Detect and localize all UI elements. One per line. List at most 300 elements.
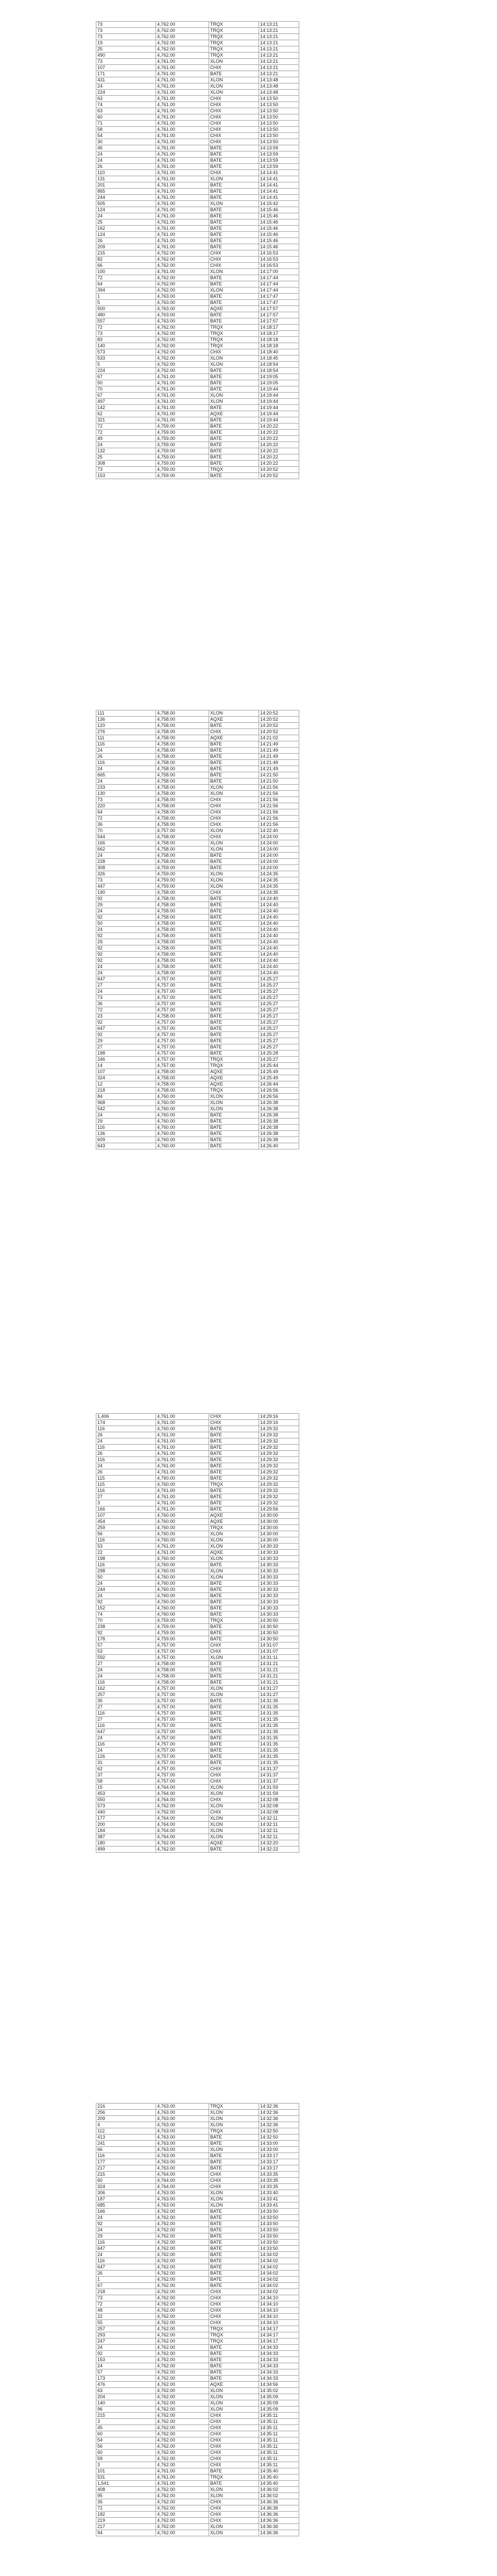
trade-time-cell: 14:31:37 bbox=[259, 1766, 299, 1772]
table-row bbox=[96, 306, 299, 312]
trade-volume-cell: 497 bbox=[96, 399, 156, 405]
trade-price-cell: 4,762.00 bbox=[156, 2221, 209, 2227]
table-row bbox=[96, 2264, 299, 2270]
trade-time-cell: 14:25:27 bbox=[259, 1020, 299, 1026]
trade-volume-cell: 92 bbox=[96, 2221, 156, 2227]
trade-venue-cell: BATE bbox=[209, 2351, 259, 2357]
trade-time-cell: 14:24:40 bbox=[259, 933, 299, 939]
trade-time-cell: 14:33:17 bbox=[259, 2165, 299, 2172]
trade-venue-cell: XLON bbox=[209, 362, 259, 368]
trade-volume-cell: 215 bbox=[96, 250, 156, 257]
trade-time-cell: 14:29:32 bbox=[259, 1488, 299, 1494]
table-row bbox=[96, 1661, 299, 1667]
table-row bbox=[96, 1050, 299, 1057]
table-row bbox=[96, 219, 299, 226]
table-row bbox=[96, 2184, 299, 2190]
trade-time-cell: 14:29:16 bbox=[259, 1414, 299, 1420]
table-row bbox=[96, 964, 299, 970]
trade-price-cell: 4,759.00 bbox=[156, 1624, 209, 1630]
trade-time-cell: 14:25:27 bbox=[259, 976, 299, 982]
table-row bbox=[96, 2295, 299, 2301]
trade-venue-cell: CHIX bbox=[209, 257, 259, 263]
trade-venue-cell: BATE bbox=[209, 2215, 259, 2221]
trade-venue-cell: BATE bbox=[209, 1723, 259, 1729]
trade-volume-cell: 24 bbox=[96, 927, 156, 933]
trade-venue-cell: TRQX bbox=[209, 2475, 259, 2481]
trade-volume-cell: 112 bbox=[96, 2128, 156, 2134]
trade-volume-cell: 3 bbox=[96, 2419, 156, 2425]
trade-volume-cell: 73 bbox=[96, 995, 156, 1001]
trade-price-cell: 4,761.00 bbox=[156, 201, 209, 207]
trade-volume-cell: 324 bbox=[96, 2184, 156, 2190]
trade-price-cell: 4,758.00 bbox=[156, 846, 209, 853]
trade-time-cell: 14:24:00 bbox=[259, 859, 299, 865]
trade-price-cell: 4,760.00 bbox=[156, 1094, 209, 1100]
trade-volume-cell: 1 bbox=[96, 294, 156, 300]
trade-price-cell: 4,763.00 bbox=[156, 2134, 209, 2141]
trade-venue-cell: CHIX bbox=[209, 349, 259, 355]
trade-volume-cell: 4 bbox=[96, 2122, 156, 2128]
trade-time-cell: 14:31:07 bbox=[259, 1642, 299, 1649]
table-row bbox=[96, 1494, 299, 1500]
trade-time-cell: 14:33:40 bbox=[259, 2190, 299, 2196]
trade-time-cell: 14:35:09 bbox=[259, 2394, 299, 2400]
trade-volume-cell: 50 bbox=[96, 1574, 156, 1581]
trade-venue-cell: XLON bbox=[209, 1106, 259, 1112]
table-row bbox=[96, 710, 299, 717]
trade-venue-cell: BATE bbox=[209, 970, 259, 976]
trade-price-cell: 4,762.00 bbox=[156, 2357, 209, 2363]
trade-time-cell: 14:17:57 bbox=[259, 318, 299, 325]
table-row bbox=[96, 859, 299, 865]
trade-price-cell: 4,758.00 bbox=[156, 840, 209, 846]
table-row bbox=[96, 754, 299, 760]
table-row bbox=[96, 34, 299, 40]
trade-price-cell: 4,763.00 bbox=[156, 2116, 209, 2122]
trade-volume-cell: 46 bbox=[96, 145, 156, 151]
trade-volume-cell: 24 bbox=[96, 1463, 156, 1469]
trade-price-cell: 4,757.00 bbox=[156, 1772, 209, 1778]
trade-venue-cell: TRQX bbox=[209, 2128, 259, 2134]
trade-time-cell: 14:32:36 bbox=[259, 2122, 299, 2128]
table-row bbox=[96, 423, 299, 430]
trade-venue-cell: XLON bbox=[209, 1692, 259, 1698]
trade-time-cell: 14:34:33 bbox=[259, 2363, 299, 2369]
trade-venue-cell: BATE bbox=[209, 1717, 259, 1723]
trade-volume-cell: 27 bbox=[96, 1494, 156, 1500]
trade-time-cell: 14:31:11 bbox=[259, 1655, 299, 1661]
trade-venue-cell: BATE bbox=[209, 2345, 259, 2351]
table-row bbox=[96, 2252, 299, 2258]
trade-time-cell: 14:20:22 bbox=[259, 423, 299, 430]
trade-time-cell: 14:25:27 bbox=[259, 1001, 299, 1007]
table-row bbox=[96, 1143, 299, 1149]
trade-venue-cell: BATE bbox=[209, 1581, 259, 1587]
trade-volume-cell: 24 bbox=[96, 2363, 156, 2369]
trade-price-cell: 4,763.00 bbox=[156, 2128, 209, 2134]
trade-price-cell: 4,761.00 bbox=[156, 1544, 209, 1550]
table-row bbox=[96, 2258, 299, 2264]
table-row bbox=[96, 785, 299, 791]
table-row bbox=[96, 791, 299, 797]
table-row bbox=[96, 1680, 299, 1686]
trade-venue-cell: CHIX bbox=[209, 2456, 259, 2462]
trade-price-cell: 4,757.00 bbox=[156, 1020, 209, 1026]
trade-venue-cell: BATE bbox=[209, 1741, 259, 1748]
trade-venue-cell: CHIX bbox=[209, 809, 259, 816]
table-row bbox=[96, 1525, 299, 1531]
table-row bbox=[96, 139, 299, 145]
trade-volume-cell: 50 bbox=[96, 921, 156, 927]
trade-volume-cell: 256 bbox=[96, 2110, 156, 2116]
trade-venue-cell: CHIX bbox=[209, 2178, 259, 2184]
trade-time-cell: 14:33:35 bbox=[259, 2184, 299, 2190]
trade-volume-cell: 27 bbox=[96, 1661, 156, 1667]
trade-volume-cell: 62 bbox=[96, 1766, 156, 1772]
trade-volume-cell: 24 bbox=[96, 989, 156, 995]
table-row bbox=[96, 1778, 299, 1785]
trade-volume-cell: 26 bbox=[96, 2270, 156, 2277]
trade-venue-cell: BATE bbox=[209, 1469, 259, 1476]
trade-time-cell: 14:13:59 bbox=[259, 151, 299, 158]
trade-price-cell: 4,761.00 bbox=[156, 1488, 209, 1494]
table-row bbox=[96, 1032, 299, 1038]
trade-time-cell: 14:24:35 bbox=[259, 884, 299, 890]
trade-venue-cell: BATE bbox=[209, 1020, 259, 1026]
trade-time-cell: 14:18:18 bbox=[259, 343, 299, 349]
table-row bbox=[96, 1438, 299, 1445]
trade-price-cell: 4,762.00 bbox=[156, 362, 209, 368]
trade-venue-cell: XLON bbox=[209, 1556, 259, 1562]
trade-price-cell: 4,758.00 bbox=[156, 766, 209, 772]
trade-price-cell: 4,758.00 bbox=[156, 1069, 209, 1075]
trade-volume-cell: 24 bbox=[96, 1112, 156, 1118]
table-row bbox=[96, 1593, 299, 1599]
trade-price-cell: 4,759.00 bbox=[156, 1630, 209, 1636]
trade-price-cell: 4,761.00 bbox=[156, 102, 209, 108]
trade-venue-cell: XLON bbox=[209, 355, 259, 362]
trade-volume-cell: 533 bbox=[96, 355, 156, 362]
trade-venue-cell: TRQX bbox=[209, 343, 259, 349]
trade-time-cell: 14:17:57 bbox=[259, 306, 299, 312]
trade-volume-cell: 56 bbox=[96, 2444, 156, 2450]
trade-price-cell: 4,757.00 bbox=[156, 1032, 209, 1038]
trade-venue-cell: XLON bbox=[209, 1828, 259, 1834]
trade-volume-cell: 500 bbox=[96, 306, 156, 312]
trade-time-cell: 14:31:21 bbox=[259, 1667, 299, 1673]
trade-volume-cell: 200 bbox=[96, 1822, 156, 1828]
table-row bbox=[96, 28, 299, 34]
trade-volume-cell: 55 bbox=[96, 2320, 156, 2326]
trade-venue-cell: CHIX bbox=[209, 2462, 259, 2468]
table-row bbox=[96, 2209, 299, 2215]
table-row bbox=[96, 846, 299, 853]
trade-venue-cell: XLON bbox=[209, 77, 259, 83]
trade-venue-cell: XLON bbox=[209, 2487, 259, 2493]
trade-venue-cell: XLON bbox=[209, 201, 259, 207]
trade-volume-cell: 36 bbox=[96, 1001, 156, 1007]
trade-volume-cell: 22 bbox=[96, 2314, 156, 2320]
trade-venue-cell: BATE bbox=[209, 1494, 259, 1500]
table-row bbox=[96, 1642, 299, 1649]
trade-volume-cell: 92 bbox=[96, 914, 156, 921]
trade-venue-cell: BATE bbox=[209, 312, 259, 318]
trade-price-cell: 4,761.00 bbox=[156, 170, 209, 176]
trade-price-cell: 4,758.00 bbox=[156, 822, 209, 828]
table-row bbox=[96, 1013, 299, 1020]
trade-volume-cell: 130 bbox=[96, 791, 156, 797]
trade-venue-cell: AQXE bbox=[209, 1840, 259, 1846]
trade-venue-cell: BATE bbox=[209, 2264, 259, 2270]
trade-time-cell: 14:19:05 bbox=[259, 380, 299, 386]
trade-venue-cell: CHIX bbox=[209, 65, 259, 71]
trade-volume-cell: 544 bbox=[96, 834, 156, 840]
table-row bbox=[96, 760, 299, 766]
trade-venue-cell: TRQX bbox=[209, 1525, 259, 1531]
table-row bbox=[96, 2240, 299, 2246]
trade-price-cell: 4,757.00 bbox=[156, 982, 209, 989]
table-row bbox=[96, 2332, 299, 2338]
table-row bbox=[96, 735, 299, 741]
trade-volume-cell: 116 bbox=[96, 1426, 156, 1432]
trade-price-cell: 4,757.00 bbox=[156, 1710, 209, 1717]
trade-price-cell: 4,760.00 bbox=[156, 1605, 209, 1612]
trade-venue-cell: BATE bbox=[209, 158, 259, 164]
trade-price-cell: 4,759.00 bbox=[156, 467, 209, 473]
trade-time-cell: 14:13:50 bbox=[259, 102, 299, 108]
trade-price-cell: 4,762.00 bbox=[156, 2320, 209, 2326]
trade-price-cell: 4,762.00 bbox=[156, 325, 209, 331]
trade-price-cell: 4,757.00 bbox=[156, 1063, 209, 1069]
trade-price-cell: 4,761.00 bbox=[156, 145, 209, 151]
table-row bbox=[96, 884, 299, 890]
trade-venue-cell: CHIX bbox=[209, 114, 259, 121]
table-row bbox=[96, 368, 299, 374]
trade-volume-cell: 60 bbox=[96, 2178, 156, 2184]
table-row bbox=[96, 2431, 299, 2437]
trade-time-cell: 14:30:00 bbox=[259, 1525, 299, 1531]
trade-time-cell: 14:31:21 bbox=[259, 1673, 299, 1680]
trade-volume-cell: 74 bbox=[96, 102, 156, 108]
trade-time-cell: 14:36:02 bbox=[259, 2487, 299, 2493]
trade-time-cell: 14:24:00 bbox=[259, 853, 299, 859]
trade-venue-cell: XLON bbox=[209, 2530, 259, 2536]
trade-volume-cell: 24 bbox=[96, 2252, 156, 2258]
table-row bbox=[96, 1007, 299, 1013]
trade-price-cell: 4,761.00 bbox=[156, 158, 209, 164]
trade-volume-cell: 60 bbox=[96, 114, 156, 121]
trade-venue-cell: BATE bbox=[209, 933, 259, 939]
table-row bbox=[96, 2283, 299, 2289]
trade-venue-cell: BATE bbox=[209, 2357, 259, 2363]
trade-volume-cell: 72 bbox=[96, 325, 156, 331]
trade-venue-cell: AQXE bbox=[209, 1075, 259, 1081]
trade-time-cell: 14:13:21 bbox=[259, 65, 299, 71]
trade-venue-cell: TRQX bbox=[209, 1057, 259, 1063]
trade-volume-cell: 201 bbox=[96, 182, 156, 189]
trade-volume-cell: 24 bbox=[96, 442, 156, 448]
trade-price-cell: 4,763.00 bbox=[156, 318, 209, 325]
trade-volume-cell: 96 bbox=[96, 2406, 156, 2413]
trade-price-cell: 4,757.00 bbox=[156, 1649, 209, 1655]
trade-time-cell: 14:29:32 bbox=[259, 1426, 299, 1432]
trade-venue-cell: BATE bbox=[209, 1001, 259, 1007]
trade-time-cell: 14:20:22 bbox=[259, 430, 299, 436]
trade-volume-cell: 136 bbox=[96, 717, 156, 723]
trade-time-cell: 14:15:46 bbox=[259, 238, 299, 244]
trade-venue-cell: XLON bbox=[209, 1574, 259, 1581]
table-row bbox=[96, 2270, 299, 2277]
trade-time-cell: 14:35:11 bbox=[259, 2413, 299, 2419]
trade-price-cell: 4,762.00 bbox=[156, 2376, 209, 2382]
trade-volume-cell: 293 bbox=[96, 2332, 156, 2338]
table-row bbox=[96, 1137, 299, 1143]
trade-price-cell: 4,762.00 bbox=[156, 2295, 209, 2301]
table-row bbox=[96, 2481, 299, 2487]
table-row bbox=[96, 945, 299, 952]
table-row bbox=[96, 2320, 299, 2326]
trade-venue-cell: XLON bbox=[209, 1822, 259, 1828]
table-row bbox=[96, 232, 299, 238]
trade-price-cell: 4,757.00 bbox=[156, 1698, 209, 1704]
trade-volume-cell: 72 bbox=[96, 1007, 156, 1013]
trade-time-cell: 14:31:35 bbox=[259, 1710, 299, 1717]
trade-volume-cell: 73 bbox=[96, 34, 156, 40]
trade-time-cell: 14:13:59 bbox=[259, 158, 299, 164]
trade-price-cell: 4,761.00 bbox=[156, 1494, 209, 1500]
trade-time-cell: 14:34:10 bbox=[259, 2314, 299, 2320]
trade-volume-cell: 66 bbox=[96, 2147, 156, 2153]
trade-price-cell: 4,761.00 bbox=[156, 417, 209, 423]
trade-time-cell: 14:25:49 bbox=[259, 1075, 299, 1081]
trade-volume-cell: 92 bbox=[96, 945, 156, 952]
table-row bbox=[96, 1519, 299, 1525]
trade-venue-cell: BATE bbox=[209, 368, 259, 374]
table-row bbox=[96, 1667, 299, 1673]
trade-price-cell: 4,761.00 bbox=[156, 386, 209, 393]
trade-time-cell: 14:30:33 bbox=[259, 1599, 299, 1605]
trade-time-cell: 14:36:36 bbox=[259, 2512, 299, 2518]
trade-volume-cell: 124 bbox=[96, 207, 156, 213]
table-row bbox=[96, 362, 299, 368]
trade-time-cell: 14:20:52 bbox=[259, 729, 299, 735]
table-row bbox=[96, 1463, 299, 1469]
trade-price-cell: 4,763.00 bbox=[156, 2122, 209, 2128]
trade-venue-cell: BATE bbox=[209, 436, 259, 442]
trade-volume-cell: 209 bbox=[96, 2116, 156, 2122]
trade-price-cell: 4,760.00 bbox=[156, 1106, 209, 1112]
trade-price-cell: 4,762.00 bbox=[156, 368, 209, 374]
trade-volume-cell: 72 bbox=[96, 2505, 156, 2512]
table-row bbox=[96, 970, 299, 976]
trade-price-cell: 4,758.00 bbox=[156, 964, 209, 970]
trade-price-cell: 4,760.00 bbox=[156, 1525, 209, 1531]
trade-volume-cell: 25 bbox=[96, 219, 156, 226]
trade-volume-cell: 116 bbox=[96, 1710, 156, 1717]
trade-venue-cell: BATE bbox=[209, 741, 259, 748]
trade-venue-cell: XLON bbox=[209, 2388, 259, 2394]
trade-venue-cell: BATE bbox=[209, 2165, 259, 2172]
trade-venue-cell: XLON bbox=[209, 1100, 259, 1106]
trade-time-cell: 14:17:47 bbox=[259, 294, 299, 300]
trade-venue-cell: CHIX bbox=[209, 263, 259, 269]
trade-price-cell: 4,762.00 bbox=[156, 2493, 209, 2499]
trade-time-cell: 14:34:02 bbox=[259, 2289, 299, 2295]
trade-venue-cell: CHIX bbox=[209, 121, 259, 127]
trade-venue-cell: BATE bbox=[209, 430, 259, 436]
table-row bbox=[96, 90, 299, 96]
trade-time-cell: 14:26:38 bbox=[259, 1100, 299, 1106]
trade-price-cell: 4,760.00 bbox=[156, 1519, 209, 1525]
trade-venue-cell: BATE bbox=[209, 2153, 259, 2159]
trade-venue-cell: AQXE bbox=[209, 1550, 259, 1556]
trade-price-cell: 4,763.00 bbox=[156, 2165, 209, 2172]
trade-price-cell: 4,758.00 bbox=[156, 1673, 209, 1680]
trade-price-cell: 4,763.00 bbox=[156, 2190, 209, 2196]
trade-venue-cell: BATE bbox=[209, 748, 259, 754]
trade-venue-cell: BATE bbox=[209, 964, 259, 970]
trade-time-cell: 14:36:36 bbox=[259, 2505, 299, 2512]
table-row bbox=[96, 2487, 299, 2493]
trade-time-cell: 14:32:08 bbox=[259, 1797, 299, 1803]
table-row bbox=[96, 1562, 299, 1568]
trade-venue-cell: CHIX bbox=[209, 1778, 259, 1785]
trade-time-cell: 14:31:35 bbox=[259, 1704, 299, 1710]
trade-volume-cell: 29 bbox=[96, 2233, 156, 2240]
trade-venue-cell: CHIX bbox=[209, 2289, 259, 2295]
trade-venue-cell: CHIX bbox=[209, 2172, 259, 2178]
trade-time-cell: 14:32:11 bbox=[259, 1834, 299, 1840]
trade-time-cell: 14:32:08 bbox=[259, 1809, 299, 1816]
trade-volume-cell: 36 bbox=[96, 822, 156, 828]
trade-volume-cell: 24 bbox=[96, 158, 156, 164]
trade-price-cell: 4,760.00 bbox=[156, 1125, 209, 1131]
trade-volume-cell: 15 bbox=[96, 1785, 156, 1791]
trade-venue-cell: BATE bbox=[209, 1506, 259, 1513]
trade-time-cell: 14:20:22 bbox=[259, 454, 299, 461]
trade-time-cell: 14:18:54 bbox=[259, 362, 299, 368]
trade-price-cell: 4,758.00 bbox=[156, 741, 209, 748]
trade-venue-cell: BATE bbox=[209, 318, 259, 325]
trade-time-cell: 14:21:56 bbox=[259, 822, 299, 828]
trade-venue-cell: BATE bbox=[209, 380, 259, 386]
trade-price-cell: 4,763.00 bbox=[156, 2159, 209, 2165]
trade-time-cell: 14:30:50 bbox=[259, 1624, 299, 1630]
trade-volume-cell: 24 bbox=[96, 1667, 156, 1673]
trade-price-cell: 4,757.00 bbox=[156, 1050, 209, 1057]
trade-volume-cell: 5 bbox=[96, 300, 156, 306]
trade-volume-cell: 27 bbox=[96, 982, 156, 989]
table-row bbox=[96, 1100, 299, 1106]
trade-time-cell: 14:35:11 bbox=[259, 2419, 299, 2425]
trade-volume-cell: 647 bbox=[96, 1729, 156, 1735]
trade-price-cell: 4,757.00 bbox=[156, 1044, 209, 1050]
trade-venue-cell: BATE bbox=[209, 1673, 259, 1680]
trade-volume-cell: 24 bbox=[96, 964, 156, 970]
trade-time-cell: 14:25:27 bbox=[259, 1038, 299, 1044]
trade-volume-cell: 550 bbox=[96, 1797, 156, 1803]
trade-time-cell: 14:31:27 bbox=[259, 1692, 299, 1698]
trade-volume-cell: 92 bbox=[96, 1630, 156, 1636]
trade-price-cell: 4,760.00 bbox=[156, 1482, 209, 1488]
trade-volume-cell: 259 bbox=[96, 1525, 156, 1531]
trade-volume-cell: 29 bbox=[96, 1038, 156, 1044]
trade-venue-cell: BATE bbox=[209, 995, 259, 1001]
trade-volume-cell: 24 bbox=[96, 908, 156, 914]
table-row bbox=[96, 778, 299, 785]
trade-time-cell: 14:13:48 bbox=[259, 83, 299, 90]
trade-volume-cell: 84 bbox=[96, 1094, 156, 1100]
